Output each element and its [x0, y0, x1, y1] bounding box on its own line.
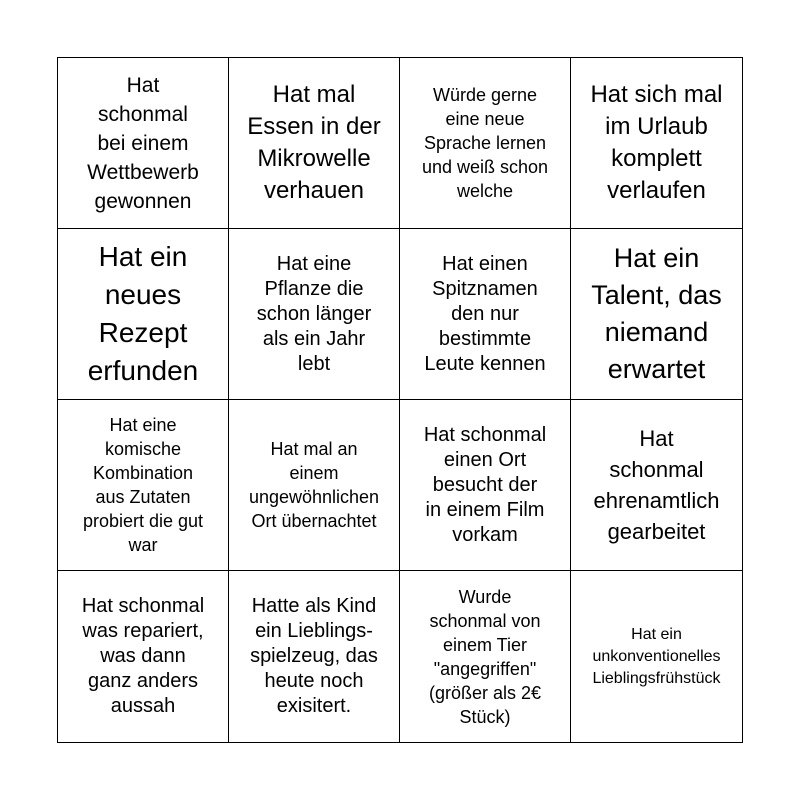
bingo-cell-text: Hat mal Essen in der Mikrowelle verhauen: [247, 81, 381, 204]
bingo-cell-text: Hatte als Kind ein Lieblings- spielzeug, das heute noch exisitert.: [250, 595, 378, 717]
bingo-cell-text: Hat ein unkonventionelles Lieblingsfrühstück: [592, 625, 721, 687]
bingo-cell-15[interactable]: [400, 571, 571, 742]
bingo-cell-text: Würde gerne eine neue Sprache lernen und weiß schon welche: [421, 85, 549, 201]
bingo-cell-13[interactable]: [58, 571, 229, 742]
bingo-cell-text: Hat ein Talent, das niemand erwartet: [591, 243, 722, 384]
bingo-cell-6[interactable]: [229, 229, 400, 400]
bingo-cell-14[interactable]: [229, 571, 400, 742]
bingo-cell-12[interactable]: [571, 400, 742, 571]
bingo-cell-4[interactable]: [571, 58, 742, 229]
bingo-cell-8[interactable]: [571, 229, 742, 400]
bingo-cell-text: Hat eine Pflanze die schon länger als ein Jahr lebt: [256, 252, 372, 375]
bingo-cell-7[interactable]: [400, 229, 571, 400]
bingo-cell-11[interactable]: [400, 400, 571, 571]
bingo-board: [57, 57, 743, 743]
bingo-cell-5[interactable]: [58, 229, 229, 400]
bingo-cell-3[interactable]: [400, 58, 571, 229]
bingo-cell-10[interactable]: [229, 400, 400, 571]
bingo-cell-text: Hat ein neues Rezept erfunden: [87, 241, 199, 386]
bingo-cell-16[interactable]: [571, 571, 742, 742]
bingo-cell-text: Hat schonmal bei einem Wettbewerb gewonnen: [87, 73, 199, 213]
bingo-cell-text: Hat mal an einem ungewöhnlichen Ort übernachtet: [248, 439, 380, 531]
bingo-cell-text: Hat einen Spitznamen den nur bestimmte Leute kennen: [424, 252, 546, 375]
bingo-cell-2[interactable]: [229, 58, 400, 229]
bingo-cell-text: Hat schonmal was repariert, was dann ganz anders aussah: [81, 595, 205, 717]
bingo-cell-9[interactable]: [58, 400, 229, 571]
bingo-cell-text: Hat eine komische Kombination aus Zutaten probiert die gut war: [82, 415, 204, 555]
bingo-cell-text: Hat schonmal ehrenamtlich gearbeitet: [593, 426, 720, 544]
bingo-cell-text: Hat sich mal im Urlaub komplett verlaufen: [590, 81, 723, 204]
bingo-cell-text: Wurde schonmal von einem Tier "angegriffen" (größer als 2€ Stück): [428, 586, 542, 727]
bingo-cell-text: Hat schonmal einen Ort besucht der in einem Film vorkam: [423, 423, 547, 546]
bingo-cell-1[interactable]: [58, 58, 229, 229]
